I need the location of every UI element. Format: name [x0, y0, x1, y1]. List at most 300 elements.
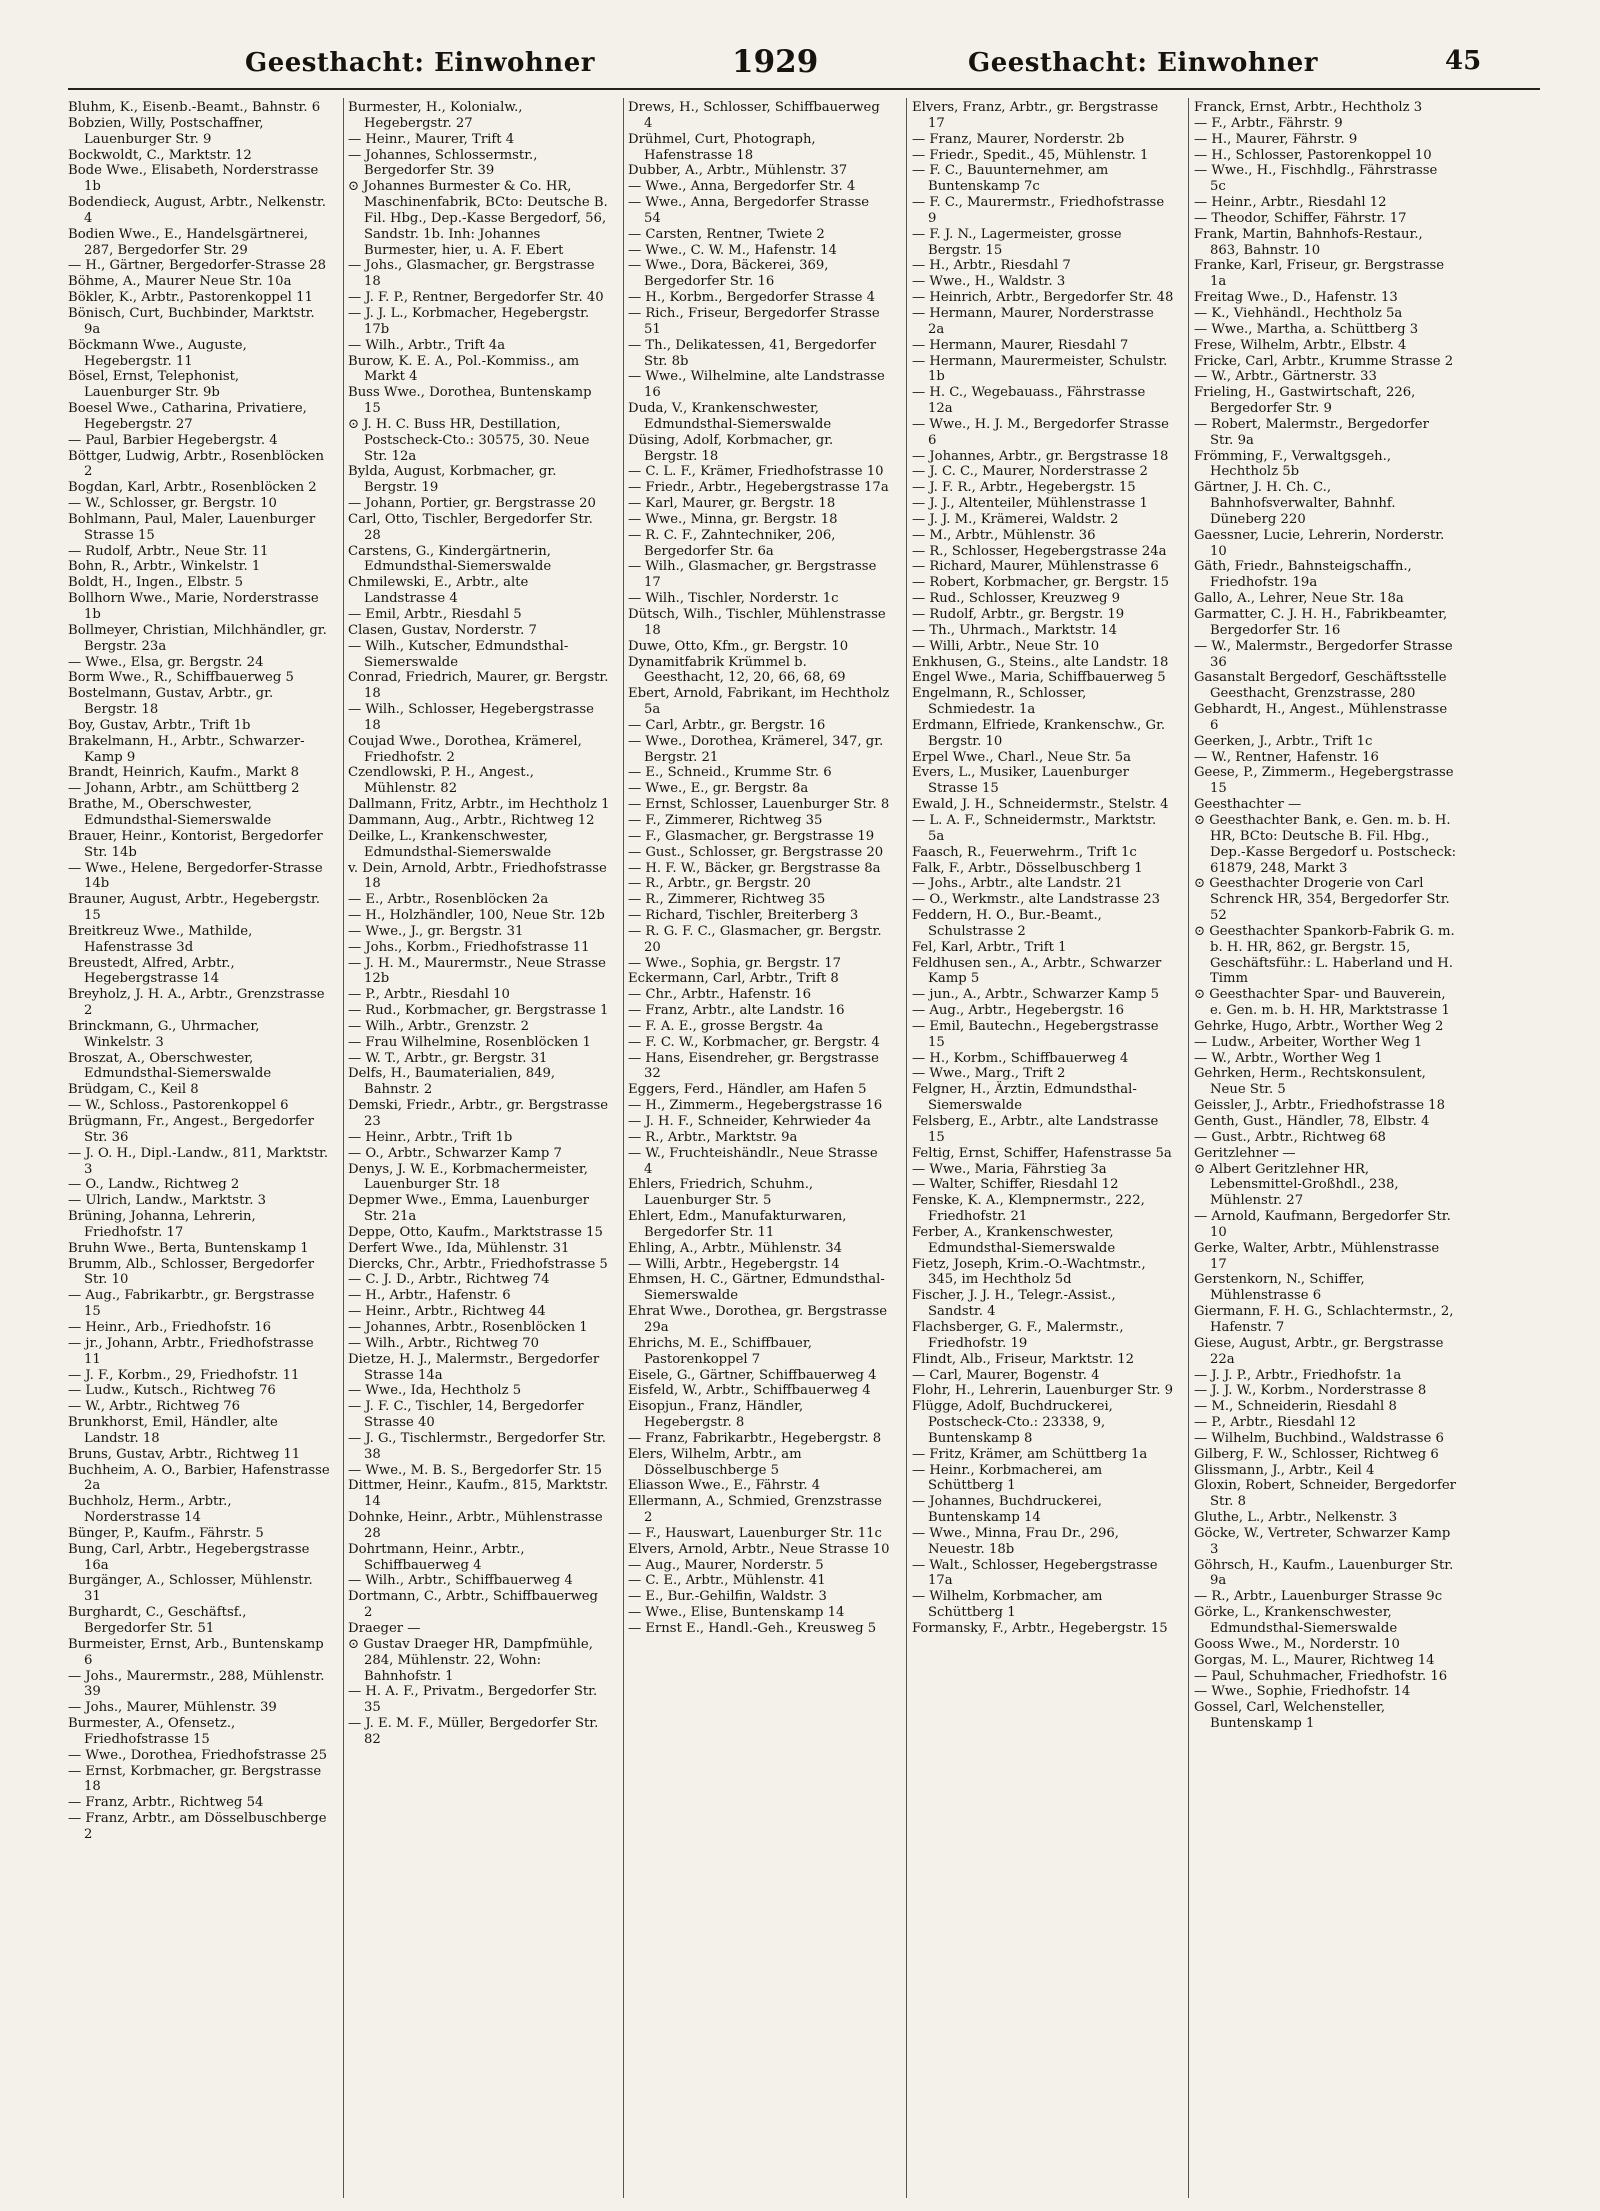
directory-entry: — Heinr., Arbtr., Trift 1b [348, 1129, 513, 1145]
directory-entry: ⊙ Albert Geritzlehner HR, Lebensmittel-Großhdl., 238, Mühlenstr. 27 [1194, 1161, 1399, 1209]
directory-entry: Franck, Ernst, Arbtr., Hechtholz 3 [1194, 100, 1423, 115]
directory-entry: — E., Bur.-Gehilfin, Waldstr. 3 [628, 1589, 827, 1605]
directory-entry: — W., Schloss., Pastorenkoppel 6 [68, 1098, 289, 1114]
directory-entry: — Wwe., H., Waldstr. 3 [912, 274, 1066, 290]
directory-entry: — Johann, Portier, gr. Bergstrasse 20 [348, 496, 596, 512]
directory-entry: Breitkreuz Wwe., Mathilde, Hafenstrasse 3d [68, 923, 253, 955]
directory-entry: Bösel, Ernst, Telephonist, Lauenburger Str. 9b [68, 369, 240, 401]
directory-entry: — Gust., Schlosser, gr. Bergstrasse 20 [628, 844, 884, 860]
directory-entry: — Robert, Korbmacher, gr. Bergstr. 15 [912, 575, 1169, 591]
directory-entry: Dynamitfabrik Krümmel b. Geesthacht, 12, 20, 66, 68, 69 [628, 654, 846, 686]
directory-entry: Breyholz, J. H. A., Arbtr., Grenzstrasse 2 [68, 987, 325, 1019]
directory-entry: Gluthe, L., Arbtr., Nelkenstr. 3 [1194, 1510, 1398, 1526]
directory-entry: — Wwe., Sophia, gr. Bergstr. 17 [628, 955, 841, 971]
directory-entry: Gooss Wwe., M., Norderstr. 10 [1194, 1636, 1400, 1652]
directory-entry: Dortmann, C., Arbtr., Schiffbauerweg 2 [348, 1589, 598, 1621]
directory-entry: — Johannes, Buchdruckerei, Buntenskamp 14 [912, 1494, 1102, 1526]
directory-entry: Czendlowski, P. H., Angest., Mühlenstr. 82 [348, 765, 534, 797]
directory-entry: Denys, J. W. E., Korbmachermeister, Lauenburger Str. 18 [348, 1161, 588, 1193]
directory-entry: — Wwe., H., Fischhdlg., Fährstrasse 5c [1194, 163, 1438, 195]
directory-entry: — J. J., Altenteiler, Mühlenstrasse 1 [912, 496, 1148, 512]
directory-entry: Chmilewski, E., Arbtr., alte Landstrasse 4 [348, 575, 529, 607]
directory-entry: Dohrtmann, Heinr., Arbtr., Schiffbauerweg 4 [348, 1541, 525, 1573]
directory-entry: — H., Korbm., Schiffbauerweg 4 [912, 1050, 1129, 1066]
directory-entry: Ehlert, Edm., Manufakturwaren, Bergedorfer Str. 11 [628, 1209, 847, 1240]
directory-entry: — Wwe., H. J. M., Bergedorfer Strasse 6 [912, 416, 1169, 448]
directory-entry: Duda, V., Krankenschwester, Edmundsthal-Siemerswalde [628, 401, 832, 432]
directory-entry: — W., Arbtr., Richtweg 76 [68, 1399, 241, 1415]
directory-entry: Eggers, Ferd., Händler, am Hafen 5 [628, 1082, 867, 1098]
directory-entry: — Wwe., Dorothea, Krämerel, 347, gr. Bergstr. 21 [628, 733, 884, 765]
directory-entry: Falk, F., Arbtr., Dösselbuschberg 1 [912, 860, 1143, 876]
directory-entry: — Walt., Schlosser, Hegebergstrasse 17a [912, 1557, 1158, 1589]
directory-entry: Ferber, A., Krankenschwester, Edmundsthal-Siemerswalde [912, 1224, 1116, 1256]
directory-entry: Gaessner, Lucie, Lehrerin, Norderstr. 10 [1194, 527, 1445, 559]
directory-entry: — Chr., Arbtr., Hafenstr. 16 [628, 987, 812, 1003]
directory-entry: — Wilh., Tischler, Norderstr. 1c [628, 591, 839, 607]
directory-entry: — E., Schneid., Krumme Str. 6 [628, 765, 832, 781]
header-title-left: Geesthacht: Einwohner [245, 48, 595, 78]
directory-entry: ⊙ Johannes Burmester & Co. HR, Maschinenfabrik, BCto: Deutsche B. Fil. Hbg., Dep.-Kasse Bergedorf, 56, Sandstr. 1b. Inh: Johannes Burmester, hier, u. A. F. Ebert [348, 179, 608, 258]
directory-entry: Burow, K. E. A., Pol.-Kommiss., am Markt 4 [348, 353, 580, 385]
directory-entry: Frömming, F., Verwaltgsgeh., Hechtholz 5b [1194, 448, 1392, 480]
directory-entry: Eckermann, Carl, Arbtr., Trift 8 [628, 971, 839, 987]
directory-entry: Dütsch, Wilh., Tischler, Mühlenstrasse 18 [628, 607, 886, 638]
directory-entry: Düsing, Adolf, Korbmacher, gr. Bergstr. 18 [628, 432, 834, 464]
directory-entry: — R., Arbtr., Lauenburger Strasse 9c [1194, 1589, 1443, 1605]
directory-entry: — Johs., Arbtr., alte Landstr. 21 [912, 876, 1123, 892]
directory-entry: Borm Wwe., R., Schiffbauerweg 5 [68, 670, 294, 686]
directory-entry: Garmatter, C. J. H. H., Fabrikbeamter, Bergedorfer Str. 16 [1194, 607, 1448, 638]
directory-entry: — J. H. M., Maurermstr., Neue Strasse 12b [348, 955, 606, 987]
page-number: 45 [1445, 46, 1482, 76]
directory-entry: — H., Gärtner, Bergedorfer-Strasse 28 [68, 258, 326, 274]
directory-column-2 [348, 100, 610, 2200]
directory-entry: Brunkhorst, Emil, Händler, alte Landstr. 18 [68, 1415, 278, 1446]
directory-entry: — Willi, Arbtr., Neue Str. 10 [912, 638, 1100, 654]
directory-entry: — Wwe., E., gr. Bergstr. 8a [628, 781, 809, 797]
directory-entry: Ehrichs, M. E., Schiffbauer, Pastorenkoppel 7 [628, 1335, 812, 1367]
directory-entry: — R. C. F., Zahntechniker, 206, Bergedorfer Str. 6a [628, 527, 836, 559]
directory-entry: Geerken, J., Arbtr., Trift 1c [1194, 733, 1373, 749]
directory-entry: — Walter, Schiffer, Riesdahl 12 [912, 1177, 1119, 1193]
directory-entry: Bostelmann, Gustav, Arbtr., gr. Bergstr. 18 [68, 686, 274, 718]
directory-entry: — W., Rentner, Hafenstr. 16 [1194, 749, 1379, 765]
directory-entry: Bökler, K., Arbtr., Pastorenkoppel 11 [68, 290, 313, 306]
directory-entry: Gäth, Friedr., Bahnsteigschaffn., Friedhofstr. 19a [1194, 559, 1412, 591]
directory-entry: Engelmann, R., Schlosser, Schmiedestr. 1a [912, 686, 1087, 718]
directory-entry: — J. J. W., Korbm., Norderstrasse 8 [1194, 1383, 1427, 1399]
directory-entry: — Wwe., Maria, Fährstieg 3a [912, 1161, 1107, 1177]
directory-entry: Burmeister, Ernst, Arb., Buntenskamp 6 [68, 1636, 324, 1668]
directory-entry: — Heinrich, Arbtr., Bergedorfer Str. 48 [912, 290, 1174, 306]
directory-entry: Buchholz, Herm., Arbtr., Norderstrasse 14 [68, 1494, 232, 1526]
directory-entry: Drühmel, Curt, Photograph, Hafenstrasse 18 [628, 131, 816, 163]
directory-entry: — Wwe., Elise, Buntenskamp 14 [628, 1605, 845, 1621]
directory-entry: Bobzien, Willy, Postschaffner, Lauenburger Str. 9 [68, 115, 264, 147]
directory-entry: Brüdgam, C., Keil 8 [68, 1082, 199, 1098]
directory-entry: Bollmeyer, Christian, Milchhändler, gr. Bergstr. 23a [68, 622, 327, 654]
directory-entry: — Emil, Bautechn., Hegebergstrasse 15 [912, 1018, 1159, 1050]
directory-entry: — F., Hauswart, Lauenburger Str. 11c [628, 1525, 882, 1541]
directory-entry: — H., Arbtr., Riesdahl 7 [912, 258, 1071, 274]
directory-entry: Gallo, A., Lehrer, Neue Str. 18a [1194, 591, 1404, 607]
directory-entry: — H., Holzhändler, 100, Neue Str. 12b [348, 908, 605, 924]
directory-entry: Dittmer, Heinr., Kaufm., 815, Marktstr. 14 [348, 1478, 609, 1510]
directory-entry: Gossel, Carl, Welchensteller, Buntenskamp 1 [1194, 1700, 1386, 1732]
directory-entry: Burgänger, A., Schlosser, Mühlenstr. 31 [68, 1573, 313, 1605]
directory-entry: Brakelmann, H., Arbtr., Schwarzer-Kamp 9 [68, 733, 305, 765]
directory-entry: Burmester, A., Ofensetz., Friedhofstrasse 15 [68, 1716, 236, 1747]
directory-entry: Deilke, L., Krankenschwester, Edmundsthal-Siemerswalde [348, 828, 552, 860]
directory-entry: — Fritz, Krämer, am Schüttberg 1a [912, 1446, 1148, 1462]
directory-entry: Bünger, P., Kaufm., Fährstr. 5 [68, 1525, 264, 1541]
directory-entry: Gehrken, Herm., Rechtskonsulent, Neue Str. 5 [1194, 1066, 1426, 1098]
directory-entry: — F. C., Bauunternehmer, am Buntenskamp 7c [912, 163, 1109, 195]
directory-entry: — Arnold, Kaufmann, Bergedorfer Str. 10 [1194, 1209, 1451, 1240]
directory-entry: Feddern, H. O., Bur.-Beamt., Schulstrasse 2 [912, 908, 1102, 939]
directory-entry: — Franz, Fabrikarbtr., Hegebergstr. 8 [628, 1430, 882, 1446]
directory-entry: — J. J. P., Arbtr., Friedhofstr. 1a [1194, 1367, 1402, 1383]
header-title-right: Geesthacht: Einwohner [968, 48, 1318, 78]
directory-entry: Coujad Wwe., Dorothea, Krämerel, Friedhofstr. 2 [348, 733, 582, 765]
directory-entry: — Johannes, Arbtr., Rosenblöcken 1 [348, 1319, 588, 1335]
directory-entry: Flügge, Adolf, Buchdruckerei, Postscheck-Cto.: 23338, 9, Buntenskamp 8 [912, 1399, 1113, 1446]
directory-entry: Burmester, H., Kolonialw., Hegebergstr. 27 [348, 100, 523, 131]
directory-entry: Gehrke, Hugo, Arbtr., Worther Weg 2 [1194, 1018, 1444, 1034]
directory-entry: ⊙ Geesthachter Spankorb-Fabrik G. m. b. H. HR, 862, gr. Bergstr. 15, Geschäftsführ.: L. Haberland und H. Timm [1194, 923, 1455, 987]
directory-entry: — Rud., Korbmacher, gr. Bergstrasse 1 [348, 1003, 609, 1019]
directory-entry: Bodien Wwe., E., Handelsgärtnerei, 287, Bergedorfer Str. 29 [68, 226, 309, 258]
directory-entry: — Theodor, Schiffer, Fährstr. 17 [1194, 210, 1407, 226]
directory-entry: — Wwe., Dora, Bäckerei, 369, Bergedorfer Str. 16 [628, 258, 829, 290]
directory-entry: — P., Arbtr., Riesdahl 12 [1194, 1415, 1356, 1431]
directory-entry: Gebhardt, H., Angest., Mühlenstrasse 6 [1194, 702, 1448, 733]
directory-entry: — Gust., Arbtr., Richtweg 68 [1194, 1129, 1386, 1145]
directory-entry: — W. T., Arbtr., gr. Bergstr. 31 [348, 1050, 548, 1066]
directory-entry: Carstens, G., Kindergärtnerin, Edmundsthal-Siemerswalde [348, 543, 552, 575]
directory-entry: ⊙ Gustav Draeger HR, Dampfmühle, 284, Mühlenstr. 22, Wohn: Bahnhofstr. 1 [348, 1636, 593, 1684]
directory-entry: Flachsberger, G. F., Malermstr., Friedhofstr. 19 [912, 1319, 1124, 1351]
directory-entry: v. Dein, Arnold, Arbtr., Friedhofstrasse 18 [348, 860, 607, 892]
directory-entry: Fischer, J. J. H., Telegr.-Assist., Sandstr. 4 [912, 1288, 1116, 1320]
directory-entry: — Friedr., Arbtr., Hegebergstrasse 17a [628, 480, 889, 496]
directory-entry: — Willi, Arbtr., Hegebergstr. 14 [628, 1256, 840, 1272]
directory-entry: Fricke, Carl, Arbtr., Krumme Strasse 2 [1194, 353, 1454, 369]
directory-entry: — Wilhelm, Buchbind., Waldstrasse 6 [1194, 1430, 1444, 1446]
directory-entry: Buchheim, A. O., Barbier, Hafenstrasse 2a [68, 1462, 330, 1494]
directory-entry: — jun., A., Arbtr., Schwarzer Kamp 5 [912, 987, 1159, 1003]
directory-entry: Flindt, Alb., Friseur, Marktstr. 12 [912, 1351, 1134, 1367]
directory-entry: — H., Schlosser, Pastorenkoppel 10 [1194, 147, 1432, 163]
directory-entry: Gerke, Walter, Arbtr., Mühlenstrasse 17 [1194, 1240, 1440, 1272]
directory-entry: ⊙ Geesthachter Drogerie von Carl Schrenck HR, 354, Bergedorfer Str. 52 [1194, 876, 1450, 924]
directory-entry: — J. F. P., Rentner, Bergedorfer Str. 40 [348, 290, 604, 306]
directory-entry: Brinckmann, G., Uhrmacher, Winkelstr. 3 [68, 1018, 260, 1050]
directory-entry: — H. F. W., Bäcker, gr. Bergstrasse 8a [628, 860, 881, 876]
directory-entry: Brandt, Heinrich, Kaufm., Markt 8 [68, 765, 299, 781]
directory-entry: — Richard, Tischler, Breiterberg 3 [628, 908, 859, 924]
directory-entry: — Wwe., M. B. S., Bergedorfer Str. 15 [348, 1462, 602, 1478]
directory-entry: — jr., Johann, Arbtr., Friedhofstrasse 11 [68, 1335, 314, 1367]
directory-entry: Geissler, J., Arbtr., Friedhofstrasse 18 [1194, 1098, 1445, 1114]
directory-entry: — Aug., Arbtr., Hegebergstr. 16 [912, 1003, 1125, 1019]
directory-entry: — Wwe., Helene, Bergedorfer-Strasse 14b [68, 860, 323, 892]
directory-entry: — Rich., Friseur, Bergedorfer Strasse 51 [628, 305, 880, 337]
directory-entry: — Wilh., Arbtr., Richtweg 70 [348, 1335, 540, 1351]
directory-entry: — J. J. M., Krämerei, Waldstr. 2 [912, 511, 1119, 527]
directory-entry: — Wwe., J., gr. Bergstr. 31 [348, 923, 524, 939]
directory-entry: — Heinr., Maurer, Trift 4 [348, 131, 515, 147]
directory-entry: — Frau Wilhelmine, Rosenblöcken 1 [348, 1034, 591, 1050]
directory-entry: — F. C., Maurermstr., Friedhofstrasse 9 [912, 195, 1165, 226]
directory-entry: Frieling, H., Gastwirtschaft, 226, Bergedorfer Str. 9 [1194, 385, 1416, 417]
directory-entry: ⊙ J. H. C. Buss HR, Destillation, Postscheck-Cto.: 30575, 30. Neue Str. 12a [348, 416, 590, 464]
directory-column-3 [628, 100, 890, 2200]
directory-entry: Eisopjun., Franz, Händler, Hegebergstr. 8 [628, 1399, 804, 1431]
directory-entry: — J. F., Korbm., 29, Friedhofstr. 11 [68, 1367, 300, 1383]
directory-entry: Dohnke, Heinr., Arbtr., Mühlenstrasse 28 [348, 1510, 603, 1541]
column-divider [623, 98, 624, 2198]
directory-entry: — Hans, Eisendreher, gr. Bergstrasse 32 [628, 1050, 879, 1082]
directory-entry: — Johs., Glasmacher, gr. Bergstrasse 18 [348, 258, 595, 290]
directory-entry: — C. E., Arbtr., Mühlenstr. 41 [628, 1573, 826, 1589]
directory-entry: Feldhusen sen., A., Arbtr., Schwarzer Kamp 5 [912, 955, 1162, 987]
directory-entry: Göhrsch, H., Kaufm., Lauenburger Str. 9a [1194, 1557, 1454, 1589]
directory-entry: Enkhusen, G., Steins., alte Landstr. 18 [912, 654, 1169, 670]
directory-entry: Dietze, H. J., Malermstr., Bergedorfer Strasse 14a [348, 1351, 600, 1383]
directory-entry: — J. F. R., Arbtr., Hegebergstr. 15 [912, 480, 1136, 496]
directory-entry: — Aug., Maurer, Norderstr. 5 [628, 1557, 824, 1573]
directory-entry: Gerstenkorn, N., Schiffer, Mühlenstrasse 6 [1194, 1272, 1365, 1304]
directory-entry: — Franz, Arbtr., alte Landstr. 16 [628, 1003, 845, 1019]
directory-entry: — Wwe., Minna, Frau Dr., 296, Neuestr. 18b [912, 1525, 1119, 1557]
directory-entry: — J. O. H., Dipl.-Landw., 811, Marktstr. 3 [68, 1145, 329, 1177]
directory-entry: — Ernst, Korbmacher, gr. Bergstrasse 18 [68, 1763, 322, 1795]
directory-entry: Faasch, R., Feuerwehrm., Trift 1c [912, 844, 1137, 860]
directory-entry: — Wilh., Schlosser, Hegebergstrasse 18 [348, 702, 594, 733]
directory-entry: Bodendieck, August, Arbtr., Nelkenstr. 4 [68, 195, 326, 226]
directory-entry: — F., Zimmerer, Richtweg 35 [628, 812, 823, 828]
directory-entry: — Wwe., Anna, Bergedorfer Strasse 54 [628, 195, 870, 226]
directory-entry: — Wilh., Arbtr., Grenzstr. 2 [348, 1018, 529, 1034]
directory-entry: — Hermann, Maurer, Riesdahl 7 [912, 337, 1129, 353]
directory-entry: — Carsten, Rentner, Twiete 2 [628, 226, 825, 242]
directory-entry: Breustedt, Alfred, Arbtr., Hegebergstrasse 14 [68, 955, 235, 987]
directory-entry: Erpel Wwe., Charl., Neue Str. 5a [912, 749, 1132, 765]
directory-entry: Brügmann, Fr., Angest., Bergedorfer Str. 36 [68, 1114, 314, 1145]
directory-entry: Geesthachter — [1194, 797, 1302, 813]
directory-entry: Frank, Martin, Bahnhofs-Restaur., 863, Bahnstr. 10 [1194, 226, 1423, 258]
directory-entry: — Richard, Maurer, Mühlenstrasse 6 [912, 559, 1159, 575]
directory-entry: Bung, Carl, Arbtr., Hegebergstrasse 16a [68, 1541, 310, 1573]
directory-entry: — Heinr., Korbmacherei, am Schüttberg 1 [912, 1462, 1103, 1494]
directory-entry: — R., Arbtr., gr. Bergstr. 20 [628, 876, 811, 892]
directory-entry: — Hermann, Maurer, Norderstrasse 2a [912, 305, 1154, 337]
directory-entry: — Wwe., Sophie, Friedhofstr. 14 [1194, 1684, 1411, 1700]
directory-entry: Bogdan, Karl, Arbtr., Rosenblöcken 2 [68, 480, 317, 496]
directory-entry: — H., Korbm., Bergedorfer Strasse 4 [628, 290, 876, 306]
directory-entry: — Emil, Arbtr., Riesdahl 5 [348, 607, 522, 622]
directory-entry: Ehmsen, H. C., Gärtner, Edmundsthal-Siemerswalde [628, 1272, 885, 1304]
directory-entry: — Friedr., Spedit., 45, Mühlenstr. 1 [912, 147, 1149, 163]
directory-entry: Elers, Wilhelm, Arbtr., am Dösselbuschberge 5 [628, 1446, 802, 1478]
directory-entry: — P., Arbtr., Riesdahl 10 [348, 987, 510, 1003]
directory-entry: — Johannes, Arbtr., gr. Bergstrasse 18 [912, 448, 1169, 464]
directory-entry: Giermann, F. H. G., Schlachtermstr., 2, Hafenstr. 7 [1194, 1304, 1454, 1335]
directory-entry: — J. G., Tischlermstr., Bergedorfer Str. 38 [348, 1430, 606, 1462]
directory-entry: — O., Landw., Richtweg 2 [68, 1177, 240, 1193]
directory-entry: Diercks, Chr., Arbtr., Friedhofstrasse 5 [348, 1256, 608, 1272]
directory-entry: — Wilh., Glasmacher, gr. Bergstrasse 17 [628, 559, 877, 591]
directory-entry: — Wwe., Elsa, gr. Bergstr. 24 [68, 654, 264, 670]
directory-entry: — Ludw., Arbeiter, Worther Weg 1 [1194, 1034, 1423, 1050]
directory-entry: — Carl, Arbtr., gr. Bergstr. 16 [628, 717, 826, 733]
directory-entry: — F. J. N., Lagermeister, grosse Bergstr. 15 [912, 226, 1122, 258]
directory-entry: — Carl, Maurer, Bogenstr. 4 [912, 1367, 1100, 1383]
directory-entry: Ehlers, Friedrich, Schuhm., Lauenburger Str. 5 [628, 1177, 814, 1209]
directory-entry: Fietz, Joseph, Krim.-O.-Wachtmstr., 345, im Hechtholz 5d [912, 1256, 1146, 1288]
directory-entry: — Wwe., Marg., Trift 2 [912, 1066, 1066, 1082]
directory-entry: Bluhm, K., Eisenb.-Beamt., Bahnstr. 6 [68, 100, 321, 115]
directory-entry: Görke, L., Krankenschwester, Edmundsthal-Siemerswalde [1194, 1605, 1398, 1636]
directory-entry: Brathe, M., Oberschwester, Edmundsthal-Siemerswalde [68, 797, 272, 828]
directory-entry: Boldt, H., Ingen., Elbstr. 5 [68, 575, 244, 591]
directory-entry: — Wwe., Dorothea, Friedhofstrasse 25 [68, 1747, 327, 1763]
directory-entry: Böttger, Ludwig, Arbtr., Rosenblöcken 2 [68, 448, 324, 480]
directory-entry: — Wwe., Wilhelmine, alte Landstrasse 16 [628, 369, 885, 401]
directory-entry: Gasanstalt Bergedorf, Geschäftsstelle Geesthacht, Grenzstrasse, 280 [1194, 670, 1447, 702]
directory-entry: — Wilh., Arbtr., Trift 4a [348, 337, 506, 353]
directory-entry: Clasen, Gustav, Norderstr. 7 [348, 622, 537, 638]
directory-entry: — M., Arbtr., Mühlenstr. 36 [912, 527, 1096, 543]
directory-entry: — E., Arbtr., Rosenblöcken 2a [348, 892, 549, 908]
directory-entry: Ebert, Arnold, Fabrikant, im Hechtholz 5a [628, 686, 890, 718]
directory-entry: — Heinr., Arbtr., Riesdahl 12 [1194, 195, 1387, 211]
page-header [0, 40, 1600, 86]
directory-entry: Fenske, K. A., Klempnermstr., 222, Friedhofstr. 21 [912, 1193, 1145, 1225]
directory-entry: — W., Arbtr., Worther Weg 1 [1194, 1050, 1383, 1066]
directory-entry: — H. C., Wegebauass., Fährstrasse 12a [912, 385, 1146, 417]
directory-entry: — Th., Delikatessen, 41, Bergedorfer Str. 8b [628, 337, 877, 369]
directory-entry: — Ernst, Schlosser, Lauenburger Str. 8 [628, 797, 890, 813]
directory-entry: Freitag Wwe., D., Hafenstr. 13 [1194, 290, 1398, 306]
directory-entry: Bohlmann, Paul, Maler, Lauenburger Strasse 15 [68, 511, 316, 543]
directory-entry: — Wwe., Ida, Hechtholz 5 [348, 1383, 522, 1399]
directory-entry: — Johann, Arbtr., am Schüttberg 2 [68, 781, 300, 797]
directory-entry: — Ulrich, Landw., Marktstr. 3 [68, 1193, 267, 1209]
directory-entry: — Karl, Maurer, gr. Bergstr. 18 [628, 496, 836, 512]
directory-entry: Bollhorn Wwe., Marie, Norderstrasse 1b [68, 591, 319, 622]
directory-entry: — Wwe., C. W. M., Hafenstr. 14 [628, 242, 837, 258]
directory-entry: Feltig, Ernst, Schiffer, Hafenstrasse 5a [912, 1145, 1172, 1161]
directory-entry: — Wwe., Anna, Bergedorfer Str. 4 [628, 179, 856, 195]
directory-entry: Eisele, G., Gärtner, Schiffbauerweg 4 [628, 1367, 877, 1383]
column-divider [1188, 98, 1189, 2198]
directory-entry: Brumm, Alb., Schlosser, Bergedorfer Str. 10 [68, 1256, 315, 1288]
directory-entry: Draeger — [348, 1621, 421, 1636]
directory-entry: Glissmann, J., Arbtr., Keil 4 [1194, 1462, 1375, 1478]
directory-entry: Brauner, August, Arbtr., Hegebergstr. 15 [68, 892, 320, 924]
directory-entry: — H. A. F., Privatm., Bergedorfer Str. 35 [348, 1684, 598, 1716]
directory-entry: Gorgas, M. L., Maurer, Richtweg 14 [1194, 1652, 1435, 1668]
directory-entry: ⊙ Geesthachter Spar- und Bauverein, e. Gen. m. b. H. HR, Marktstrasse 1 [1194, 987, 1450, 1019]
directory-entry: — F. A. E., grosse Bergstr. 4a [628, 1018, 823, 1034]
directory-entry: — Rudolf, Arbtr., gr. Bergstr. 19 [912, 607, 1125, 622]
directory-entry: Drews, H., Schlosser, Schiffbauerweg 4 [628, 100, 880, 131]
directory-entry: — R., Schlosser, Hegebergstrasse 24a [912, 543, 1167, 559]
directory-entry: — Robert, Malermstr., Bergedorfer Str. 9a [1194, 416, 1429, 448]
directory-entry: — J. F. C., Tischler, 14, Bergedorfer Strasse 40 [348, 1399, 584, 1431]
directory-entry: Erdmann, Elfriede, Krankenschw., Gr. Bergstr. 10 [912, 717, 1166, 749]
directory-entry: Giese, August, Arbtr., gr. Bergstrasse 22a [1194, 1335, 1444, 1367]
directory-column-4 [912, 100, 1174, 2200]
directory-entry: Böhme, A., Maurer Neue Str. 10a [68, 274, 292, 290]
directory-entry: — R., Arbtr., Marktstr. 9a [628, 1129, 798, 1145]
header-rule [68, 88, 1540, 90]
directory-entry: Burghardt, C., Geschäftsf., Bergedorfer Str. 51 [68, 1605, 247, 1636]
directory-entry: — Johs., Maurer, Mühlenstr. 39 [68, 1700, 277, 1716]
directory-entry: Genth, Gust., Händler, 78, Elbstr. 4 [1194, 1114, 1430, 1129]
directory-entry: — Paul, Schuhmacher, Friedhofstr. 16 [1194, 1668, 1448, 1684]
directory-entry: — C. L. F., Krämer, Friedhofstrasse 10 [628, 464, 884, 480]
directory-entry: ⊙ Geesthachter Bank, e. Gen. m. b. H. HR, BCto: Deutsche B. Fil. Hbg., Dep.-Kasse Bergedorf u. Postscheck: 61879, 248, Markt 3 [1194, 812, 1456, 876]
directory-entry: — Heinr., Arbtr., Richtweg 44 [348, 1304, 546, 1320]
directory-entry: — Wilh., Kutscher, Edmundsthal-Siemerswalde [348, 638, 569, 670]
directory-entry: — W., Malermstr., Bergedorfer Strasse 36 [1194, 638, 1453, 670]
directory-entry: — K., Viehhändl., Hechtholz 5a [1194, 305, 1403, 321]
directory-entry: Bruns, Gustav, Arbtr., Richtweg 11 [68, 1446, 301, 1462]
directory-entry: Eliasson Wwe., E., Fährstr. 4 [628, 1478, 821, 1494]
directory-entry: — J. E. M. F., Müller, Bergedorfer Str. 82 [348, 1716, 599, 1747]
directory-entry: — J. H. F., Schneider, Kehrwieder 4a [628, 1114, 871, 1129]
directory-entry: Boesel Wwe., Catharina, Privatiere, Hegebergstr. 27 [68, 401, 307, 432]
directory-entry: Brauer, Heinr., Kontorist, Bergedorfer Str. 14b [68, 828, 323, 860]
directory-entry: — Ludw., Kutsch., Richtweg 76 [68, 1383, 276, 1399]
directory-entry: — Rud., Schlosser, Kreuzweg 9 [912, 591, 1120, 607]
directory-entry: — F. C. W., Korbmacher, gr. Bergstr. 4 [628, 1034, 880, 1050]
directory-entry: — R., Zimmerer, Richtweg 35 [628, 892, 826, 908]
directory-entry: Dubber, A., Arbtr., Mühlenstr. 37 [628, 163, 848, 179]
directory-entry: Bockwoldt, C., Marktstr. 12 [68, 147, 252, 163]
directory-entry: Carl, Otto, Tischler, Bergedorfer Str. 28 [348, 511, 593, 543]
header-year: 1929 [732, 44, 819, 80]
directory-entry: Ellermann, A., Schmied, Grenzstrasse 2 [628, 1494, 882, 1526]
directory-entry: — Rudolf, Arbtr., Neue Str. 11 [68, 543, 269, 559]
directory-entry: Franke, Karl, Friseur, gr. Bergstrasse 1a [1194, 258, 1445, 290]
directory-entry: Delfs, H., Baumaterialien, 849, Bahnstr. 2 [348, 1066, 556, 1098]
directory-entry: Deppe, Otto, Kaufm., Marktstrasse 15 [348, 1224, 603, 1240]
directory-entry: — Johs., Korbm., Friedhofstrasse 11 [348, 939, 590, 955]
directory-entry: — H., Zimmerm., Hegebergstrasse 16 [628, 1098, 883, 1114]
directory-entry: — Hermann, Maurermeister, Schulstr. 1b [912, 353, 1168, 385]
directory-entry: — H., Maurer, Fährstr. 9 [1194, 131, 1358, 147]
directory-entry: Bylda, August, Korbmacher, gr. Bergstr. 19 [348, 464, 557, 496]
directory-entry: — Johs., Maurermstr., 288, Mühlenstr. 39 [68, 1668, 325, 1700]
directory-entry: — Th., Uhrmach., Marktstr. 14 [912, 622, 1118, 638]
directory-entry: — Franz, Arbtr., Richtweg 54 [68, 1795, 264, 1811]
directory-entry: Bode Wwe., Elisabeth, Norderstrasse 1b [68, 163, 319, 195]
directory-entry: Derfert Wwe., Ida, Mühlenstr. 31 [348, 1240, 570, 1256]
directory-entry: Buss Wwe., Dorothea, Buntenskamp 15 [348, 385, 592, 417]
column-divider [343, 98, 344, 2198]
directory-entry: Ehrat Wwe., Dorothea, gr. Bergstrasse 29a [628, 1304, 888, 1335]
directory-entry: — Wwe., Martha, a. Schüttberg 3 [1194, 321, 1419, 337]
directory-entry: — M., Schneiderin, Riesdahl 8 [1194, 1399, 1397, 1415]
directory-entry: — Wwe., Minna, gr. Bergstr. 18 [628, 511, 838, 527]
directory-entry: — J. J. L., Korbmacher, Hegebergstr. 17b [348, 305, 590, 337]
directory-entry: — W., Fruchteishändlr., Neue Strasse 4 [628, 1145, 878, 1177]
